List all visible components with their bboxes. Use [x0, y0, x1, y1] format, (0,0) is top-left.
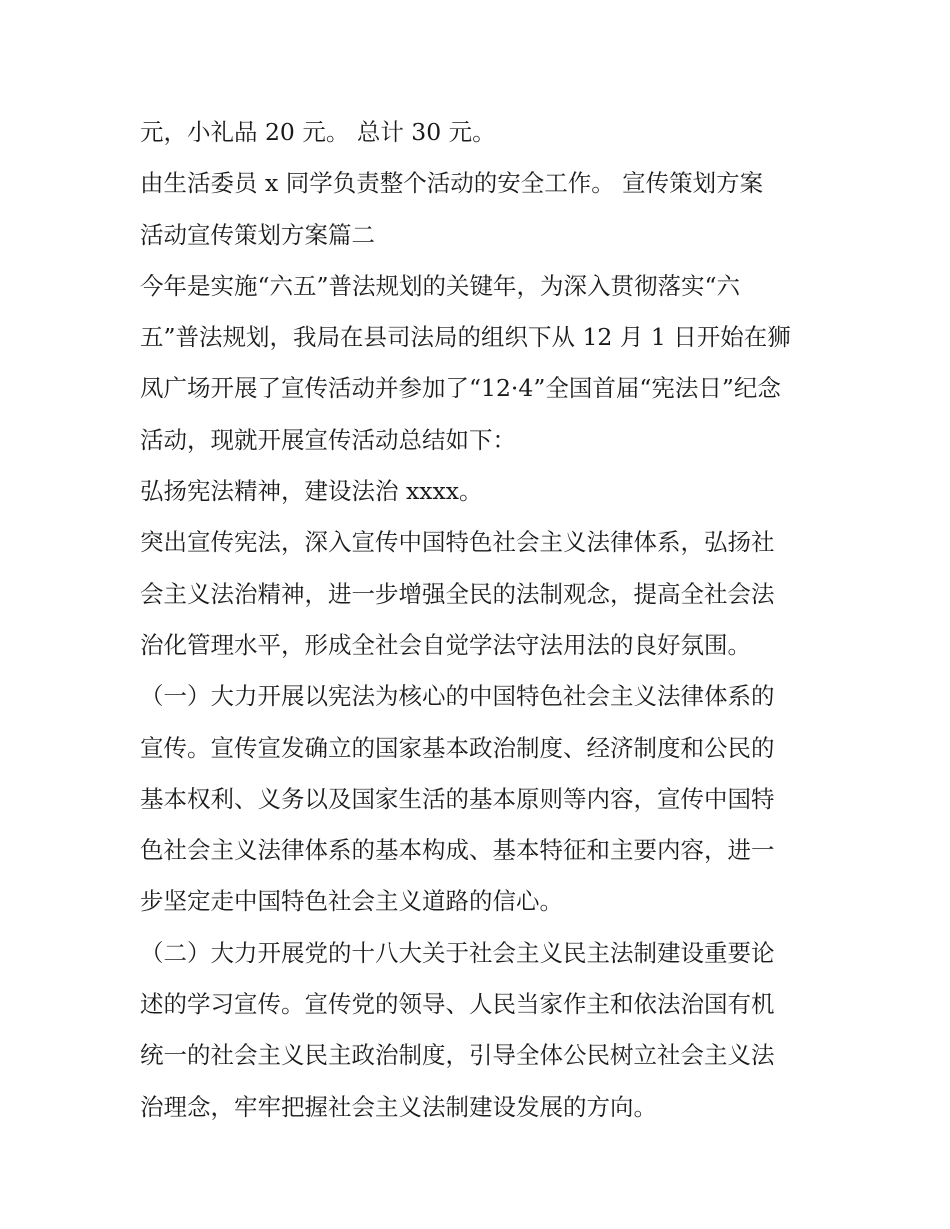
text-line: 步坚定走中国特色社会主义道路的信心。	[140, 887, 563, 916]
text-line: 色社会主义法律体系的基本构成、基本特征和主要内容，进一	[140, 836, 775, 865]
text-line: 今年是实施“六五”普法规划的关键年，为深入贯彻落实“六	[140, 271, 741, 300]
text-line: 弘扬宪法精神，建设法治 xxxx。	[140, 477, 483, 506]
text-line: 五”普法规划，我局在县司法局的组织下从 12 月 1 日开始在狮	[140, 323, 791, 352]
text-line: 述的学习宣传。宣传党的领导、人民当家作主和依法治国有机	[140, 990, 775, 1019]
text-line: （一）大力开展以宪法为核心的中国特色社会主义法律体系的	[140, 682, 775, 711]
text-line: 基本权利、义务以及国家生活的基本原则等内容，宣传中国特	[140, 784, 775, 813]
text-line: 统一的社会主义民主政治制度，引导全体公民树立社会主义法	[140, 1041, 775, 1070]
text-line: （二）大力开展党的十八大关于社会主义民主法制建设重要论	[140, 938, 775, 967]
document-body	[140, 107, 820, 1133]
text-line: 突出宣传宪法，深入宣传中国特色社会主义法律体系，弘扬社	[140, 528, 775, 557]
section-heading: 活动宣传策划方案篇二	[140, 220, 375, 249]
text-line: 治化管理水平，形成全社会自觉学法守法用法的良好氛围。	[140, 630, 751, 659]
text-line: 宣传。宣传宣发确立的国家基本政治制度、经济制度和公民的	[140, 733, 775, 762]
text-line: 元，小礼品 20 元。 总计 30 元。	[140, 118, 496, 146]
text-line: 由生活委员 x 同学负责整个活动的安全工作。 宣传策划方案	[140, 169, 764, 198]
text-line: 活动，现就开展宣传活动总结如下：	[140, 425, 516, 454]
text-line: 治理念，牢牢把握社会主义法制建设发展的方向。	[140, 1092, 657, 1121]
text-line: 会主义法治精神，进一步增强全民的法制观念，提高全社会法	[140, 579, 775, 608]
text-line: 凤广场开展了宣传活动并参加了“12·4”全国首届“宪法日”纪念	[140, 374, 781, 403]
